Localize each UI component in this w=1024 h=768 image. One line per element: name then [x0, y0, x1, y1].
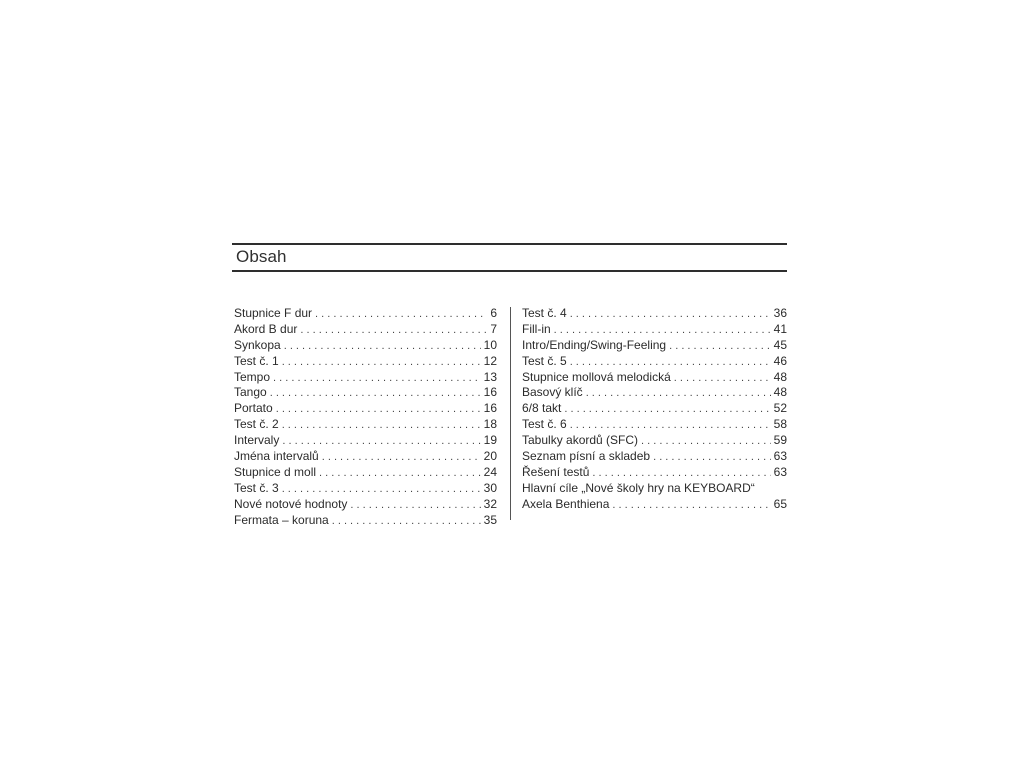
toc-entry-page: 6 — [490, 306, 497, 320]
dot-leader — [350, 498, 480, 514]
dot-leader — [282, 418, 481, 434]
toc-entry-page: 48 — [773, 369, 787, 384]
toc-entry-label: Portato — [234, 401, 273, 416]
dot-leader — [319, 466, 481, 482]
dot-leader — [270, 386, 481, 402]
toc-entry-page: 19 — [483, 433, 497, 448]
toc-entry-label: Tabulky akordů (SFC) — [522, 433, 639, 448]
toc-entry — [522, 481, 787, 497]
toc-entry — [234, 465, 497, 481]
toc-entry-label: Hlavní cíle „Nové školy hry na KEYBOARD“ — [522, 480, 755, 495]
toc-entry — [234, 306, 497, 322]
toc-entry-page: 52 — [773, 401, 787, 416]
toc-entry-page: 30 — [483, 480, 497, 495]
dot-leader — [586, 386, 771, 402]
toc-entry-label: Intervaly — [234, 433, 280, 448]
page-title: Obsah — [236, 247, 287, 266]
toc-entry-page: 13 — [483, 369, 497, 384]
toc-entry — [234, 417, 497, 433]
toc-entry-label: Test č. 2 — [234, 417, 279, 432]
dot-leader — [282, 355, 481, 371]
toc-entry-page: 24 — [483, 464, 497, 479]
toc-entry — [522, 322, 787, 338]
toc-entry — [234, 338, 497, 354]
dot-leader — [612, 498, 770, 514]
dot-leader — [332, 514, 481, 530]
toc-entry — [234, 370, 497, 386]
toc-entry-page: 46 — [773, 353, 787, 368]
toc-entry — [234, 322, 497, 338]
toc-entry-page: 18 — [483, 417, 497, 432]
toc-entry — [522, 465, 787, 481]
toc-entry-label: Fermata – koruna — [234, 512, 329, 527]
dot-leader — [322, 450, 481, 466]
toc-entry-page: 48 — [773, 385, 787, 400]
toc-left-column — [234, 306, 497, 528]
dot-leader — [570, 355, 771, 371]
dot-leader — [570, 307, 771, 323]
toc-entry-label: Basový klíč — [522, 385, 583, 400]
toc-entry — [522, 370, 787, 386]
toc-entry — [234, 481, 497, 497]
toc-entry — [234, 497, 497, 513]
toc-entry — [522, 306, 787, 322]
toc-entry-page: 58 — [773, 417, 787, 432]
toc-entry-page: 45 — [773, 337, 787, 352]
toc-entry-page: 59 — [773, 433, 787, 448]
toc-entry — [234, 433, 497, 449]
toc-entry-label: Test č. 4 — [522, 306, 567, 320]
toc-entry-label: Stupnice mollová melodická — [522, 369, 671, 384]
dot-leader — [284, 339, 481, 355]
toc-entry-page: 36 — [773, 306, 787, 320]
toc-entry — [522, 449, 787, 465]
toc-entry-label: Synkopa — [234, 337, 281, 352]
dot-leader — [282, 434, 480, 450]
toc-entry — [234, 513, 497, 529]
toc-entry-label: Stupnice F dur — [234, 306, 313, 320]
toc-entry-label: Intro/Ending/Swing-Feeling — [522, 337, 667, 352]
toc-entry — [234, 449, 497, 465]
column-divider — [510, 307, 511, 520]
dot-leader — [282, 482, 481, 498]
toc-entry — [522, 354, 787, 370]
toc-entry-page: 35 — [483, 512, 497, 527]
dot-leader — [276, 402, 481, 418]
toc-right-column — [522, 306, 787, 513]
dot-leader — [564, 402, 770, 418]
heading-top-rule — [232, 243, 787, 245]
toc-entry-label: 6/8 takt — [522, 401, 562, 416]
toc-entry-label: Jména intervalů — [234, 449, 319, 464]
toc-entry-label: Tempo — [234, 369, 271, 384]
toc-entry — [234, 354, 497, 370]
dot-leader — [300, 323, 487, 339]
toc-entry-page: 10 — [483, 337, 497, 352]
dot-leader — [570, 418, 771, 434]
toc-entry-page: 12 — [483, 353, 497, 368]
toc-entry-label: Fill-in — [522, 321, 551, 336]
dot-leader — [674, 371, 771, 387]
dot-leader — [273, 371, 481, 387]
toc-entry — [522, 385, 787, 401]
toc-entry-label: Řešení testů — [522, 464, 590, 479]
toc-entry — [234, 385, 497, 401]
dot-leader — [669, 339, 771, 355]
toc-entry — [522, 401, 787, 417]
toc-entry-label: Axela Benthiena — [522, 496, 610, 511]
toc-entry-page: 41 — [773, 321, 787, 336]
toc-entry-page: 20 — [483, 449, 497, 464]
dot-leader — [641, 434, 771, 450]
dot-leader — [653, 450, 771, 466]
toc-entry-page: 63 — [773, 449, 787, 464]
toc-entry-label: Seznam písní a skladeb — [522, 449, 651, 464]
toc-entry-label: Stupnice d moll — [234, 464, 317, 479]
toc-entry-label: Test č. 6 — [522, 417, 567, 432]
toc-entry-page: 32 — [483, 496, 497, 511]
dot-leader — [592, 466, 770, 482]
toc-entry-label: Akord B dur — [234, 321, 298, 336]
toc-entry-page: 16 — [483, 385, 497, 400]
toc-entry — [522, 338, 787, 354]
dot-leader — [554, 323, 771, 339]
toc-entry-label: Test č. 5 — [522, 353, 567, 368]
toc-entry-page: 65 — [773, 496, 787, 511]
toc-entry-label: Nové notové hodnoty — [234, 496, 348, 511]
toc-entry — [522, 497, 787, 513]
toc-entry-label: Test č. 1 — [234, 353, 279, 368]
heading-bottom-rule — [232, 270, 787, 272]
toc-entry — [522, 433, 787, 449]
toc-entry — [234, 401, 497, 417]
toc-entry-page: 63 — [773, 464, 787, 479]
toc-entry-page: 7 — [490, 321, 497, 336]
toc-entry-label: Test č. 3 — [234, 480, 279, 495]
toc-entry-label: Tango — [234, 385, 267, 400]
toc-entry-page: 16 — [483, 401, 497, 416]
toc-entry — [522, 417, 787, 433]
dot-leader — [315, 307, 487, 323]
